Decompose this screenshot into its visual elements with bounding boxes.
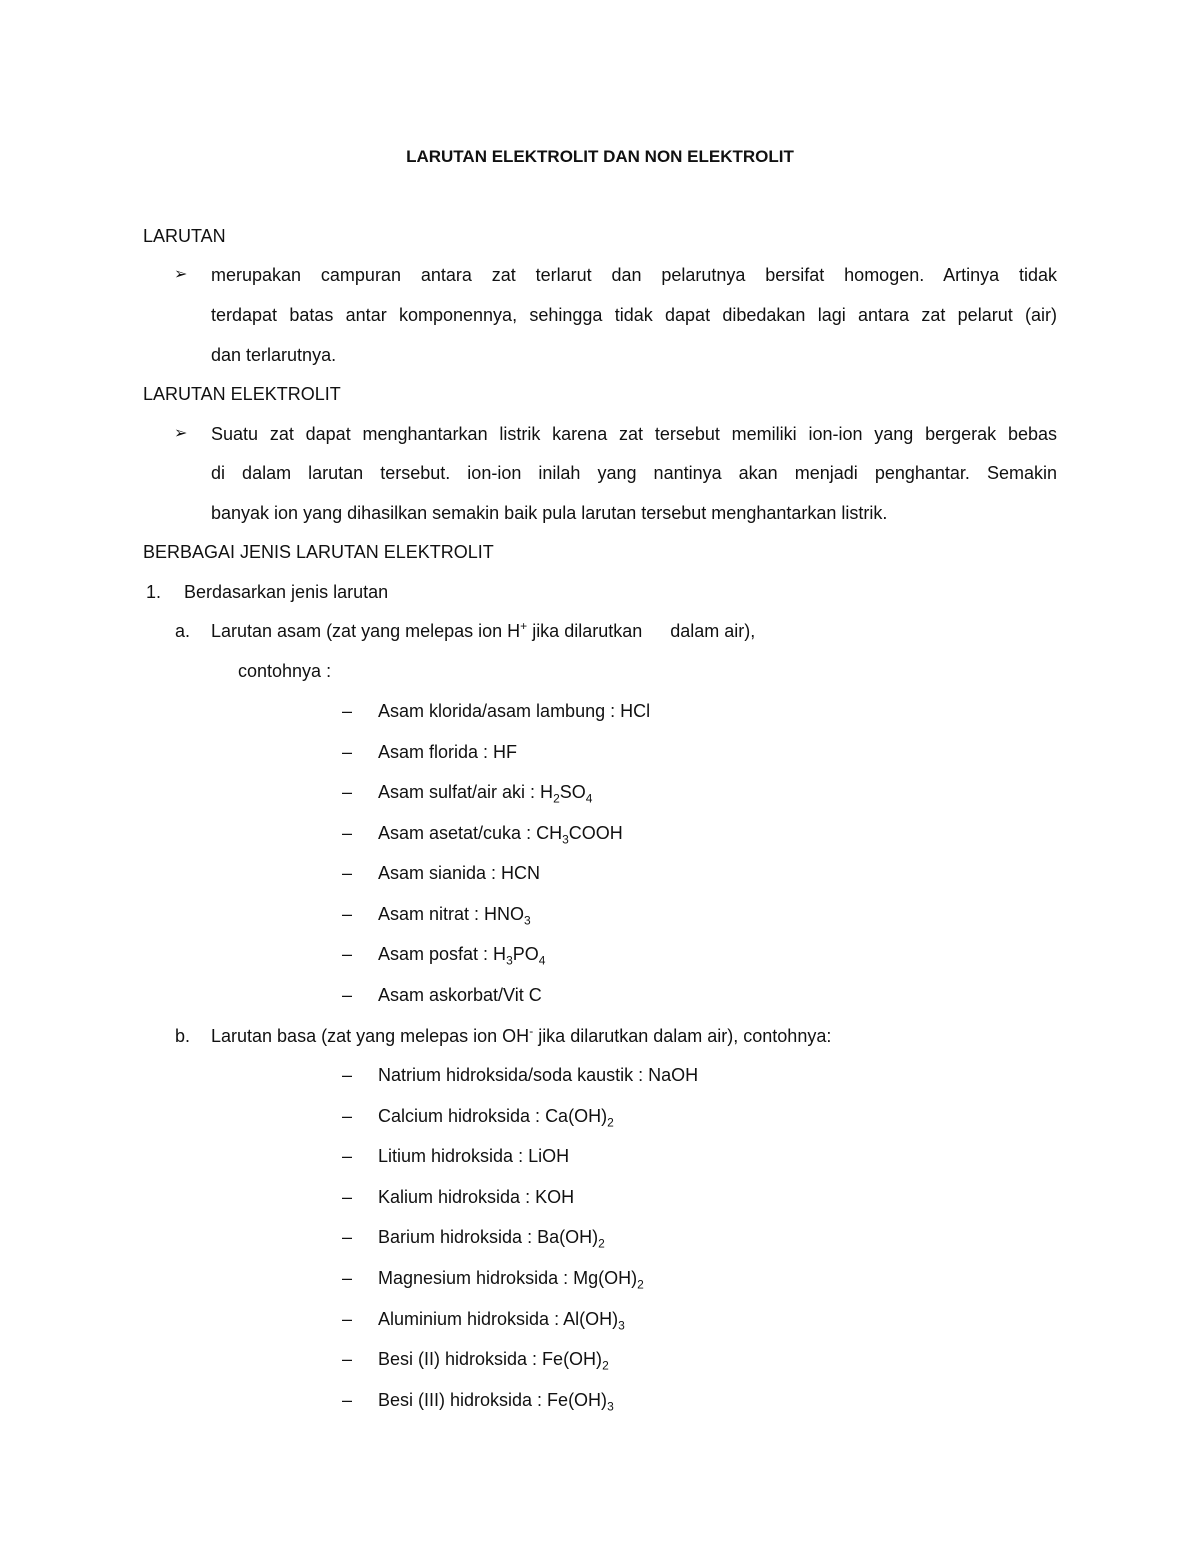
arrow-bullet-icon: ➢	[174, 266, 188, 283]
text: jika dilarutkan dalam air), contohnya:	[533, 1026, 832, 1046]
dash-bullet-icon: –	[342, 822, 353, 843]
subscript: 3	[607, 1399, 614, 1414]
list-item	[378, 984, 542, 1006]
text: dalam air),	[670, 621, 756, 641]
text: Besi (II) hidroksida : Fe(OH)	[378, 1349, 603, 1370]
section-heading-larutan: LARUTAN	[143, 226, 226, 246]
list-item	[378, 822, 623, 847]
dash-bullet-icon: –	[342, 944, 353, 964]
text: COOH	[568, 822, 623, 843]
text: Calcium hidroksida : Ca(OH)	[378, 1105, 608, 1126]
text: Larutan asam (zat yang melepas ion H	[211, 621, 521, 641]
subscript: 4	[585, 791, 593, 806]
text: Asam nitrat : HNO	[378, 903, 525, 924]
subscript: 2	[598, 1236, 605, 1251]
subscript: 4	[538, 953, 546, 968]
dash-bullet-icon: –	[342, 741, 353, 762]
text: Larutan basa (zat yang melepas ion OH	[211, 1026, 530, 1046]
sublist-title-asam	[211, 620, 755, 642]
dash-bullet-icon: –	[342, 903, 353, 924]
list-item	[378, 1389, 614, 1414]
dash-bullet-icon: –	[342, 1105, 353, 1126]
list-item	[378, 781, 593, 806]
paragraph-line: Suatu zat dapat menghantarkan listrik karena zat tersebut memiliki ion-ion yang bergerak bebas	[211, 424, 1057, 444]
section-heading-larutan-elektrolit: LARUTAN ELEKTROLIT	[143, 384, 341, 404]
arrow-bullet-icon: ➢	[174, 425, 188, 442]
subscript: 2	[602, 1358, 609, 1373]
text: Barium hidroksida : Ba(OH)	[378, 1227, 599, 1248]
dash-bullet-icon: –	[342, 1349, 353, 1370]
list-item	[378, 1064, 698, 1086]
paragraph-line: merupakan campuran antara zat terlarut dan pelarutnya bersifat homogen. Artinya tidak	[211, 265, 1057, 285]
text: Aluminium hidroksida : Al(OH)	[378, 1308, 619, 1329]
dash-bullet-icon: –	[342, 782, 353, 802]
list-item	[378, 903, 531, 928]
subscript: 2	[637, 1277, 644, 1292]
text: Asam sianida : HCN	[378, 863, 541, 883]
list-item	[378, 1226, 605, 1251]
dash-bullet-icon: –	[342, 1308, 353, 1329]
text: SO	[559, 782, 586, 802]
list-item	[378, 1145, 569, 1167]
dash-bullet-icon: –	[342, 1268, 353, 1288]
list-item	[378, 1267, 644, 1292]
list-item	[378, 741, 517, 763]
dash-bullet-icon: –	[342, 701, 353, 721]
dash-bullet-icon: –	[342, 1186, 353, 1207]
list-item-title: Berdasarkan jenis larutan	[184, 582, 389, 602]
paragraph-line: terdapat batas antar komponennya, sehingga tidak dapat dibedakan lagi antara zat pelarut (air)	[211, 305, 1057, 325]
paragraph-line: di dalam larutan tersebut. ion-ion inilah yang nantinya akan menjadi penghantar. Semakin	[211, 463, 1057, 483]
list-item	[378, 1105, 614, 1130]
subscript: 3	[524, 913, 531, 928]
list-letter: b.	[175, 1026, 191, 1046]
list-item	[378, 700, 650, 722]
text: PO	[512, 944, 539, 964]
dash-bullet-icon: –	[342, 863, 353, 883]
page-title: LARUTAN ELEKTROLIT DAN NON ELEKTROLIT	[406, 147, 794, 166]
dash-bullet-icon: –	[342, 984, 353, 1005]
sublist-title-basa	[211, 1025, 831, 1047]
text: Besi (III) hidroksida : Fe(OH)	[378, 1389, 608, 1410]
superscript: -	[529, 1024, 534, 1038]
dash-bullet-icon: –	[342, 1065, 353, 1085]
text: jika dilarutkan	[527, 621, 643, 641]
text: Asam asetat/cuka : CH	[378, 822, 563, 843]
list-number: 1.	[146, 582, 162, 602]
text: Asam florida : HF	[378, 741, 518, 762]
contoh-label: contohnya :	[238, 661, 332, 681]
text: Kalium hidroksida : KOH	[378, 1186, 575, 1207]
paragraph-line: dan terlarutnya.	[211, 345, 337, 365]
list-item	[378, 1348, 609, 1373]
subscript: 3	[506, 953, 513, 968]
dash-bullet-icon: –	[342, 1146, 353, 1167]
subscript: 2	[553, 791, 560, 806]
subscript: 2	[607, 1115, 614, 1130]
list-letter: a.	[175, 621, 191, 641]
text: Litium hidroksida : LiOH	[378, 1146, 570, 1167]
text: Asam klorida/asam lambung : HCl	[378, 701, 651, 721]
list-item	[378, 1186, 574, 1208]
subscript: 3	[562, 832, 569, 847]
subscript: 3	[618, 1318, 625, 1333]
section-heading-jenis-larutan: BERBAGAI JENIS LARUTAN ELEKTROLIT	[143, 542, 494, 562]
dash-bullet-icon: –	[342, 1227, 353, 1248]
list-item	[378, 1308, 625, 1333]
superscript: +	[520, 619, 528, 633]
list-item	[378, 943, 546, 968]
text: Asam askorbat/Vit C	[378, 984, 542, 1005]
text: Magnesium hidroksida : Mg(OH)	[378, 1268, 638, 1288]
text: Asam sulfat/air aki : H	[378, 782, 554, 802]
text: Natrium hidroksida/soda kaustik : NaOH	[378, 1065, 699, 1085]
paragraph-line: banyak ion yang dihasilkan semakin baik pula larutan tersebut menghantarkan listrik.	[211, 503, 888, 523]
dash-bullet-icon: –	[342, 1389, 353, 1410]
list-item	[378, 862, 540, 884]
text: Asam posfat : H	[378, 944, 507, 964]
